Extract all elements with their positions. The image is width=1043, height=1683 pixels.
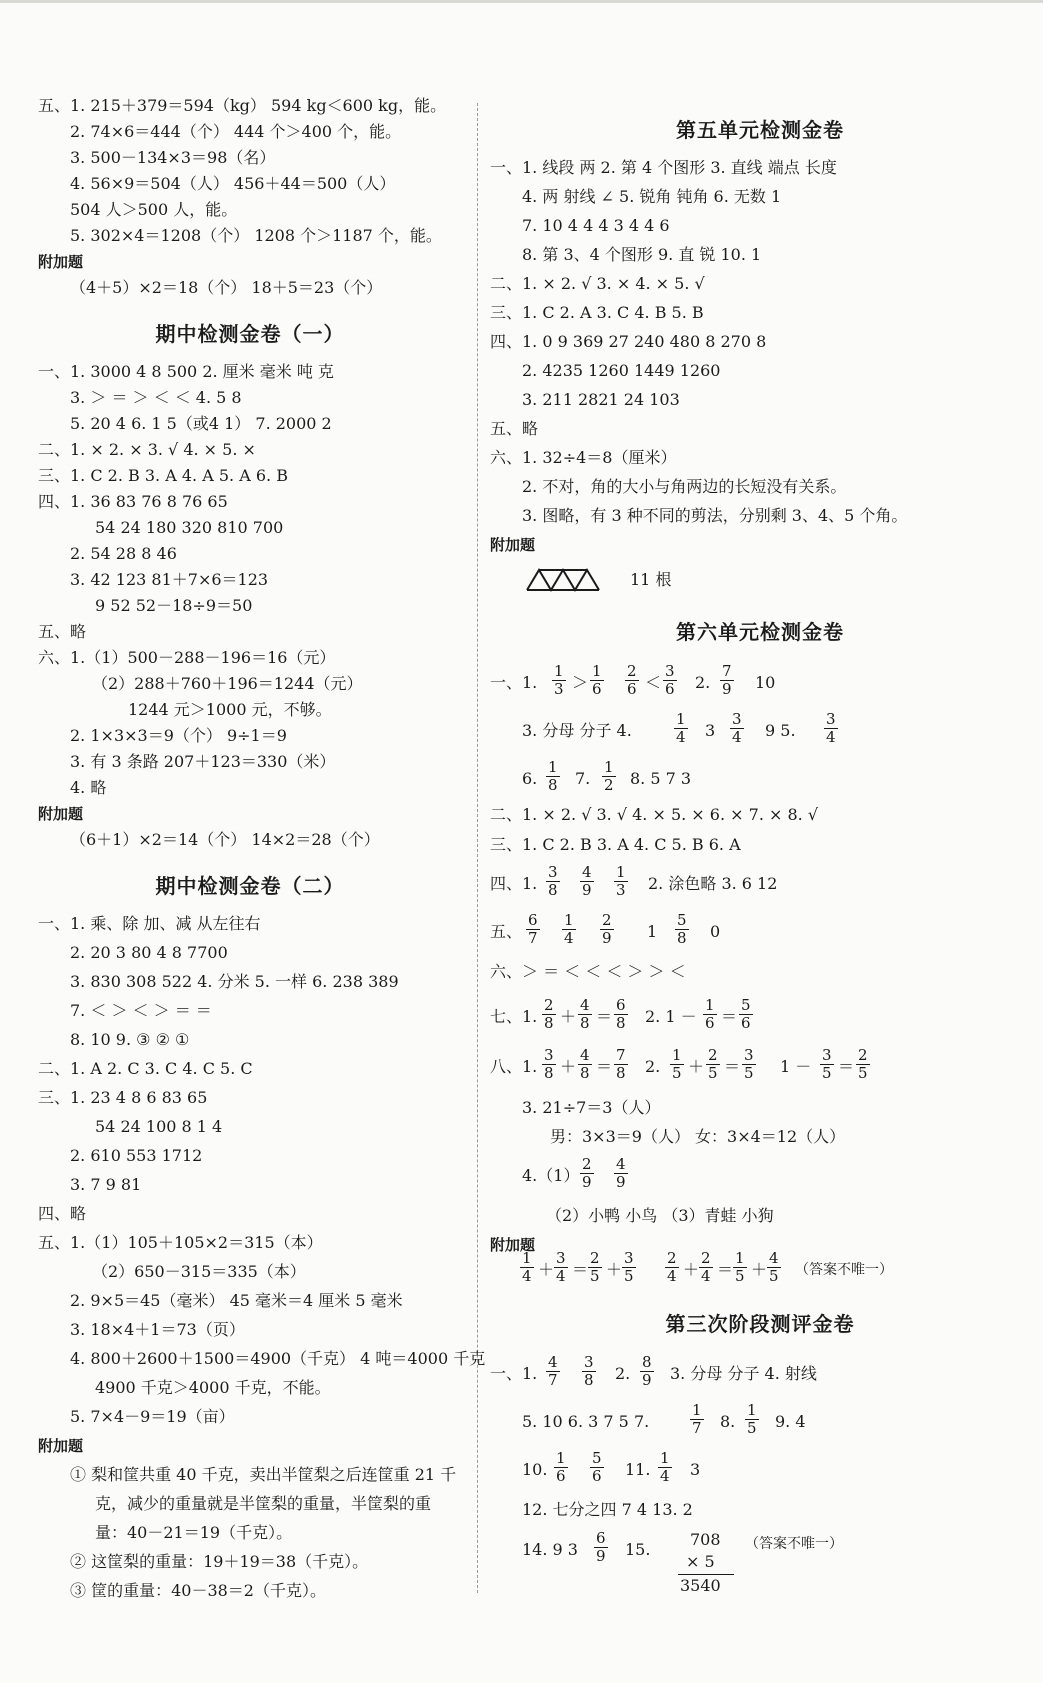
section-heading: 期中检测金卷（二） bbox=[155, 874, 345, 898]
answer-line: 2. 9×5＝45（毫米） 45 毫米＝4 厘米 5 毫米 bbox=[70, 1291, 403, 1310]
plus-symbol: ＋ bbox=[560, 1057, 577, 1076]
fraction: $\frac{1}{7}$ bbox=[692, 1401, 702, 1437]
answer-label: 八、1. bbox=[490, 1057, 538, 1076]
answer-line: 2. 74×6＝444（个） 444 个＞400 个，能。 bbox=[70, 122, 402, 141]
answer-label: 14. 9 3 bbox=[522, 1540, 578, 1559]
fraction: $\frac{1}{4}$ bbox=[564, 911, 574, 947]
multiplication-rule bbox=[678, 1574, 734, 1575]
answer-line: 5. 7×4－9＝19（亩） bbox=[70, 1407, 235, 1426]
answer-line: 男：3×3＝9（人） 女：3×4＝12（人） bbox=[550, 1127, 846, 1146]
fraction: $\frac{3}{5}$ bbox=[624, 1249, 634, 1285]
answer-line: 五、1.（1）105＋105×2＝315（本） bbox=[38, 1233, 323, 1252]
plus-symbol: ＋ bbox=[606, 1260, 623, 1279]
answer-line: 8. 5 7 3 bbox=[630, 769, 692, 788]
answer-line: ③ 筐的重量：40－38＝2（千克）。 bbox=[70, 1581, 326, 1600]
answer-line: 四、1. 36 83 76 8 76 65 bbox=[38, 492, 228, 511]
answer-label: 2. bbox=[645, 1057, 661, 1076]
answer-line: 7. 10 4 4 4 3 4 4 6 bbox=[522, 216, 670, 235]
answer-line: 2. 20 3 80 4 8 7700 bbox=[70, 943, 228, 962]
bonus-label: 附加题 bbox=[490, 1236, 536, 1254]
fraction: $\frac{2}{4}$ bbox=[667, 1249, 677, 1285]
fraction: $\frac{4}{8}$ bbox=[580, 996, 590, 1032]
answer-line: 3. 7 9 81 bbox=[70, 1175, 142, 1194]
fraction: $\frac{2}{5}$ bbox=[858, 1046, 868, 1082]
answer-label: 11. bbox=[625, 1460, 651, 1479]
fraction: $\frac{2}{9}$ bbox=[582, 1155, 592, 1191]
answer-line: 9. 4 bbox=[775, 1412, 806, 1431]
answer-line: 2. 不对，角的大小与角两边的长短没有关系。 bbox=[522, 477, 847, 496]
answer-line: （2）288＋760＋196＝1244（元） bbox=[92, 674, 363, 693]
bonus-label: 附加题 bbox=[38, 1437, 84, 1455]
multiplication-result: 3540 bbox=[680, 1576, 721, 1595]
answer-line: 一、1. 线段 两 2. 第 4 个图形 3. 直线 端点 长度 bbox=[490, 158, 837, 177]
answer-line: 5. 302×4＝1208（个） 1208 个＞1187 个，能。 bbox=[70, 226, 442, 245]
answer-label: 1 － bbox=[780, 1057, 812, 1076]
compare-symbol: ＜ bbox=[645, 673, 662, 692]
answer-label: 6. bbox=[522, 769, 538, 788]
triangle-matchstick-icon bbox=[525, 568, 607, 592]
fraction: $\frac{2}{5}$ bbox=[708, 1046, 718, 1082]
section-heading: 第六单元检测金卷 bbox=[676, 620, 844, 644]
answer-note: （答案不唯一） bbox=[745, 1536, 843, 1552]
answer-line: 12. 七分之四 7 4 13. 2 bbox=[522, 1500, 693, 1519]
fraction: $\frac{6}{9}$ bbox=[596, 1529, 606, 1565]
answer-label: 2. 1 － bbox=[645, 1007, 697, 1026]
bonus-label: 附加题 bbox=[38, 805, 84, 823]
answer-label: 一、1. bbox=[490, 673, 538, 692]
answer-line: 5. 20 4 6. 1 5（或4 1） 7. 2000 2 bbox=[70, 414, 332, 433]
bonus-label: 附加题 bbox=[38, 253, 84, 271]
answer-line: 3. 有 3 条路 207＋123＝330（米） bbox=[70, 752, 336, 771]
equals-symbol: ＝ bbox=[724, 1057, 741, 1076]
fraction: $\frac{1}{6}$ bbox=[705, 996, 715, 1032]
plus-symbol: ＋ bbox=[751, 1260, 768, 1279]
plus-symbol: ＋ bbox=[688, 1057, 705, 1076]
answer-line: 3. 21÷7＝3（人） bbox=[522, 1098, 661, 1117]
fraction: $\frac{1}{4}$ bbox=[676, 710, 686, 746]
plus-symbol: ＋ bbox=[538, 1260, 555, 1279]
bonus-label: 附加题 bbox=[490, 536, 536, 554]
answer-line: 四、1. 0 9 369 27 240 480 8 270 8 bbox=[490, 332, 767, 351]
fraction: $\frac{8}{9}$ bbox=[642, 1353, 652, 1389]
answer-line: 五、略 bbox=[490, 419, 539, 438]
answer-line: 六、＞ ＝ ＜ ＜ ＜ ＞ ＞ ＜ bbox=[490, 962, 686, 981]
answer-line: 10 bbox=[755, 673, 776, 692]
answer-line: 8. 第 3、4 个图形 9. 直 锐 10. 1 bbox=[522, 245, 762, 264]
answer-line: 六、1.（1）500－288－196＝16（元） bbox=[38, 648, 336, 667]
answer-label: 10. bbox=[522, 1460, 548, 1479]
fraction: $\frac{1}{4}$ bbox=[660, 1449, 670, 1485]
answer-line: 1 bbox=[647, 922, 658, 941]
fraction: $\frac{2}{5}$ bbox=[590, 1249, 600, 1285]
fraction: $\frac{1}{2}$ bbox=[604, 758, 614, 794]
fraction: $\frac{3}{8}$ bbox=[548, 863, 558, 899]
fraction: $\frac{4}{9}$ bbox=[616, 1155, 626, 1191]
answer-line: 三、1. C 2. A 3. C 4. B 5. B bbox=[490, 303, 704, 322]
answer-label: 一、1. bbox=[490, 1364, 538, 1383]
fraction: $\frac{1}{5}$ bbox=[735, 1249, 745, 1285]
fraction: $\frac{5}{8}$ bbox=[677, 911, 687, 947]
answer-line: 4. 两 射线 ∠ 5. 锐角 钝角 6. 无数 1 bbox=[522, 187, 782, 206]
answer-line: 2. 610 553 1712 bbox=[70, 1146, 203, 1165]
fraction: $\frac{6}{8}$ bbox=[616, 996, 626, 1032]
answer-line: 4. 56×9＝504（人） 456＋44＝500（人） bbox=[70, 174, 396, 193]
fraction: $\frac{3}{8}$ bbox=[584, 1353, 594, 1389]
answer-line: 2. 54 28 8 46 bbox=[70, 544, 177, 563]
answer-line: 2. 涂色略 3. 6 12 bbox=[648, 874, 778, 893]
answer-line: ① 梨和筐共重 40 千克，卖出半筐梨之后连筐重 21 千 bbox=[70, 1465, 457, 1484]
fraction: $\frac{3}{8}$ bbox=[544, 1046, 554, 1082]
multiplication-top: 708 bbox=[690, 1530, 721, 1549]
fraction: $\frac{1}{8}$ bbox=[548, 758, 558, 794]
fraction: $\frac{4}{7}$ bbox=[548, 1353, 558, 1389]
answer-line: （2）小鸭 小鸟 （3）青蛙 小狗 bbox=[546, 1206, 774, 1225]
answer-line: （4＋5）×2＝18（个） 18＋5＝23（个） bbox=[70, 278, 383, 297]
fraction: $\frac{1}{4}$ bbox=[522, 1249, 532, 1285]
answer-line: 3 bbox=[705, 721, 716, 740]
fraction: $\frac{3}{5}$ bbox=[744, 1046, 754, 1082]
fraction: $\frac{4}{5}$ bbox=[769, 1249, 779, 1285]
fraction: $\frac{3}{5}$ bbox=[822, 1046, 832, 1082]
answer-line: 三、1. C 2. B 3. A 4. A 5. A 6. B bbox=[38, 466, 288, 485]
answer-line: 三、1. C 2. B 3. A 4. C 5. B 6. A bbox=[490, 835, 741, 854]
fraction: $\frac{3}{4}$ bbox=[556, 1249, 566, 1285]
answer-line: 二、1. A 2. C 3. C 4. C 5. C bbox=[38, 1059, 253, 1078]
answer-line: 3. 图略，有 3 种不同的剪法，分别剩 3、4、5 个角。 bbox=[522, 506, 908, 525]
answer-note: （答案不唯一） bbox=[795, 1262, 893, 1278]
fraction: $\frac{1}{5}$ bbox=[672, 1046, 682, 1082]
answer-line: 4. 800＋2600＋1500＝4900（千克） 4 吨＝4000 千克 bbox=[70, 1349, 486, 1368]
section-heading: 期中检测金卷（一） bbox=[155, 322, 345, 346]
fraction: $\frac{6}{7}$ bbox=[528, 911, 538, 947]
answer-line: 3. 分母 分子 4. 射线 bbox=[670, 1364, 817, 1383]
answer-line: 8. 10 9. ③ ② ① bbox=[70, 1030, 190, 1049]
section-heading: 第三次阶段测评金卷 bbox=[665, 1312, 855, 1336]
fraction: $\frac{5}{6}$ bbox=[592, 1449, 602, 1485]
fraction: $\frac{4}{9}$ bbox=[582, 863, 592, 899]
section-heading: 第五单元检测金卷 bbox=[676, 118, 844, 142]
answer-label: 7. bbox=[575, 769, 591, 788]
fraction: $\frac{2}{8}$ bbox=[544, 996, 554, 1032]
fraction: $\frac{2}{9}$ bbox=[602, 911, 612, 947]
column-divider bbox=[477, 103, 478, 1593]
answer-line: 3. ＞ ＝ ＞ ＜ ＜ 4. 5 8 bbox=[70, 388, 242, 407]
answer-line: 3 bbox=[690, 1460, 701, 1479]
fraction: $\frac{1}{6}$ bbox=[556, 1449, 566, 1485]
answer-line: 9 52 52－18÷9＝50 bbox=[95, 596, 253, 615]
equals-symbol: ＝ bbox=[838, 1057, 855, 1076]
fraction: $\frac{4}{8}$ bbox=[580, 1046, 590, 1082]
fraction: $\frac{1}{5}$ bbox=[747, 1401, 757, 1437]
answer-line: ② 这筐梨的重量：19＋19＝38（千克）。 bbox=[70, 1552, 369, 1571]
answer-line: 四、略 bbox=[38, 1204, 87, 1223]
answer-line: 五、1. 215＋379＝594（kg） 594 kg＜600 kg，能。 bbox=[38, 96, 447, 115]
fraction: $\frac{3}{6}$ bbox=[665, 662, 675, 698]
answer-label: 8. bbox=[720, 1412, 736, 1431]
fraction: $\frac{7}{9}$ bbox=[722, 662, 732, 698]
scan-edge-mark bbox=[0, 0, 1043, 3]
answer-label: 5. 10 6. 3 7 5 7. bbox=[522, 1412, 650, 1431]
plus-symbol: ＋ bbox=[683, 1260, 700, 1279]
answer-label: 七、1. bbox=[490, 1007, 538, 1026]
answer-line: 2. 4235 1260 1449 1260 bbox=[522, 361, 721, 380]
answer-line: 3. 42 123 81＋7×6＝123 bbox=[70, 570, 269, 589]
answer-line: 11 根 bbox=[630, 570, 672, 589]
answer-line: 54 24 100 8 1 4 bbox=[95, 1117, 223, 1136]
answer-line: 六、1. 32÷4＝8（厘米） bbox=[490, 448, 677, 467]
fraction: $\frac{3}{4}$ bbox=[732, 710, 742, 746]
answer-label: 四、1. bbox=[490, 874, 538, 893]
answer-label: 2. bbox=[695, 673, 711, 692]
answer-line: 量：40－21＝19（千克）。 bbox=[95, 1523, 293, 1542]
equals-symbol: ＝ bbox=[596, 1057, 613, 1076]
fraction: $\frac{2}{4}$ bbox=[701, 1249, 711, 1285]
answer-line: 1244 元＞1000 元，不够。 bbox=[128, 700, 332, 719]
fraction: $\frac{3}{4}$ bbox=[826, 710, 836, 746]
answer-line: 3. 18×4＋1＝73（页） bbox=[70, 1320, 245, 1339]
answer-line: 一、1. 3000 4 8 500 2. 厘米 毫米 吨 克 bbox=[38, 362, 334, 381]
equals-symbol: ＝ bbox=[572, 1260, 589, 1279]
answer-line: 0 bbox=[710, 922, 721, 941]
answer-label: 2. bbox=[615, 1364, 631, 1383]
equals-symbol: ＝ bbox=[596, 1007, 613, 1026]
answer-line: 4900 千克＞4000 千克，不能。 bbox=[95, 1378, 331, 1397]
equals-symbol: ＝ bbox=[717, 1260, 734, 1279]
fraction: $\frac{1}{3}$ bbox=[554, 662, 564, 698]
answer-line: 三、1. 23 4 8 6 83 65 bbox=[38, 1088, 208, 1107]
answer-line: 五、略 bbox=[38, 622, 87, 641]
answer-line: 504 人＞500 人，能。 bbox=[70, 200, 238, 219]
answer-line: 3. 830 308 522 4. 分米 5. 一样 6. 238 389 bbox=[70, 972, 399, 991]
compare-symbol: ＞ bbox=[572, 673, 589, 692]
answer-line: 54 24 180 320 810 700 bbox=[95, 518, 284, 537]
answer-line: （2）650－315＝335（本） bbox=[92, 1262, 306, 1281]
answer-label: 五、 bbox=[490, 922, 523, 941]
answer-line: 4. 略 bbox=[70, 778, 107, 797]
equals-symbol: ＝ bbox=[721, 1007, 738, 1026]
fraction: $\frac{1}{6}$ bbox=[592, 662, 602, 698]
answer-line: 3. 211 2821 24 103 bbox=[522, 390, 680, 409]
answer-label: 4.（1） bbox=[522, 1166, 580, 1185]
answer-line: 2. 1×3×3＝9（个） 9÷1＝9 bbox=[70, 726, 287, 745]
answer-line: 一、1. 乘、除 加、减 从左往右 bbox=[38, 914, 261, 933]
answer-label: 3. 分母 分子 4. bbox=[522, 721, 632, 740]
answer-label: 9 5. bbox=[765, 721, 796, 740]
fraction: $\frac{1}{3}$ bbox=[616, 863, 626, 899]
answer-line: 二、1. × 2. √ 3. √ 4. × 5. × 6. × 7. × 8. √ bbox=[490, 805, 819, 824]
answer-line: （6＋1）×2＝14（个） 14×2＝28（个） bbox=[70, 830, 380, 849]
fraction: $\frac{5}{6}$ bbox=[741, 996, 751, 1032]
answer-line: 7. ＜ ＞ ＜ ＞ ＝ ＝ bbox=[70, 1001, 212, 1020]
answer-label: 15. bbox=[625, 1540, 651, 1559]
multiplication-middle: × 5 bbox=[686, 1552, 715, 1571]
plus-symbol: ＋ bbox=[560, 1007, 577, 1026]
fraction: $\frac{7}{8}$ bbox=[616, 1046, 626, 1082]
answer-line: 3. 500－134×3＝98（名） bbox=[70, 148, 276, 167]
answer-line: 二、1. × 2. × 3. √ 4. × 5. × bbox=[38, 440, 256, 459]
answer-line: 克，减少的重量就是半筐梨的重量，半筐梨的重 bbox=[95, 1494, 432, 1513]
fraction: $\frac{2}{6}$ bbox=[627, 662, 637, 698]
answer-line: 二、1. × 2. √ 3. × 4. × 5. √ bbox=[490, 274, 705, 293]
